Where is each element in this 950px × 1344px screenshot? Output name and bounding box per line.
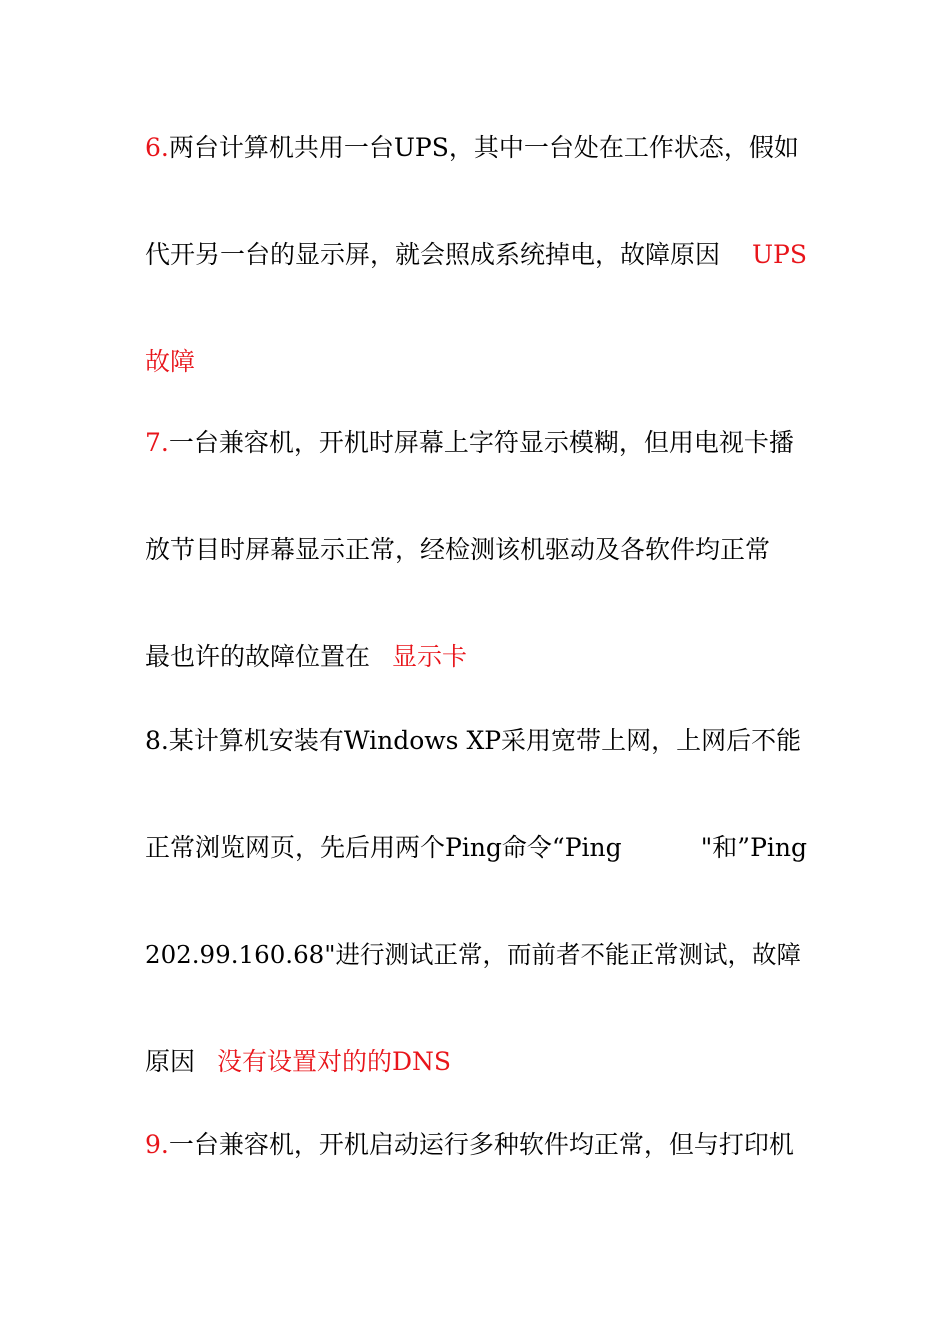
q6-number: 6. xyxy=(145,133,169,162)
q8-text-2a: 正常浏览网页，先后用两个Ping命令“Ping xyxy=(145,833,622,862)
q8-answer: 没有设置对的的DNS xyxy=(217,1047,452,1076)
q6-answer-part-1: UPS xyxy=(751,240,807,269)
q7-number: 7. xyxy=(145,428,169,457)
q7-line-2 xyxy=(145,535,807,565)
q6-answer-part-2: 故障 xyxy=(145,347,196,376)
q7-text-3: 最也许的故障位置在 xyxy=(145,642,371,671)
q7-line-3 xyxy=(145,642,807,672)
q7-line-1 xyxy=(145,428,807,458)
q6-text-1: 两台计算机共用一台UPS，其中一台处在工作状态，假如 xyxy=(168,133,799,162)
q6-line-1 xyxy=(145,133,807,163)
q9-line-1 xyxy=(145,1130,807,1160)
q8-line-1 xyxy=(145,726,807,756)
q9-number: 9. xyxy=(145,1130,169,1159)
q8-line-2 xyxy=(145,833,807,863)
q8-text-2b: "和”Ping xyxy=(700,833,807,862)
q8-line-3 xyxy=(145,940,807,970)
q7-text-1: 一台兼容机，开机时屏幕上字符显示模糊，但用电视卡播 xyxy=(168,428,794,457)
q6-text-2: 代开另一台的显示屏，就会照成系统掉电，故障原因 xyxy=(145,240,721,269)
q8-text-3: 202.99.160.68"进行测试正常，而前者不能正常测试，故障 xyxy=(145,940,802,969)
q8-text-4: 原因 xyxy=(145,1047,196,1076)
q8-number: 8. xyxy=(145,726,169,755)
q7-text-2: 放节目时屏幕显示正常，经检测该机驱动及各软件均正常 xyxy=(145,535,771,564)
q6-line-2 xyxy=(145,240,807,270)
q9-text-1: 一台兼容机，开机启动运行多种软件均正常，但与打印机 xyxy=(168,1130,794,1159)
q8-text-1: 某计算机安装有Windows XP采用宽带上网，上网后不能 xyxy=(168,726,802,755)
q6-line-3 xyxy=(145,347,807,377)
q7-answer: 显示卡 xyxy=(392,642,468,671)
q8-line-4 xyxy=(145,1047,807,1077)
